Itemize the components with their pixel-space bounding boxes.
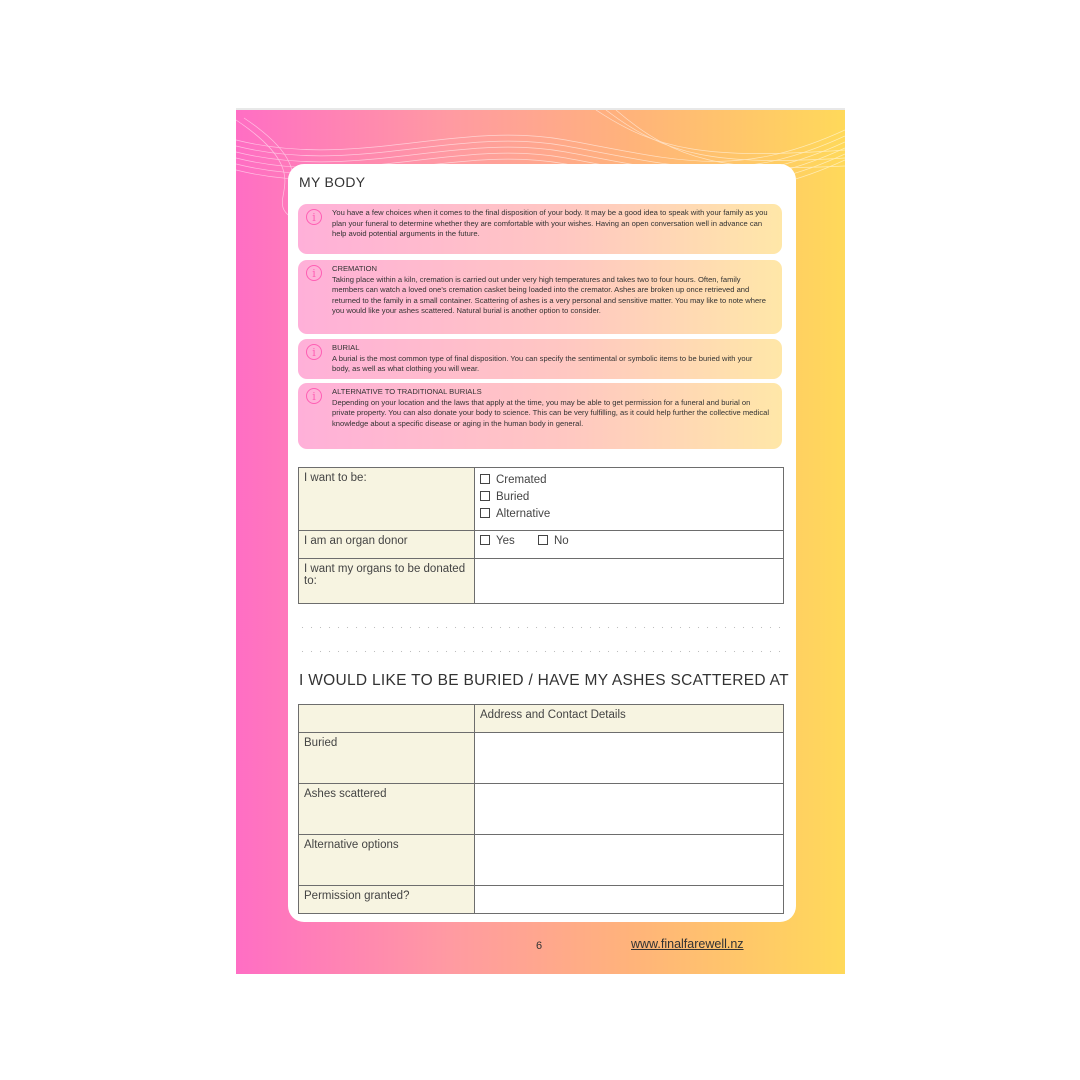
info-icon: i (306, 265, 322, 281)
checkbox[interactable] (480, 474, 490, 484)
table-row (299, 705, 784, 733)
want-label: I want to be: (299, 468, 475, 531)
burial-location-form (298, 704, 784, 914)
dotted-divider (298, 650, 784, 653)
buried-input[interactable] (475, 733, 784, 784)
info-text: You have a few choices when it comes to the final disposition of your body. It may be a good idea to speak with your family as you plan your funeral to determine whether they are comfortable with your wishes. Having an open conversation well in advance can help avoid potential arguments in the future. (332, 208, 768, 239)
organs-input[interactable] (475, 559, 784, 604)
header-empty (299, 705, 475, 733)
info-box-alternative (298, 383, 782, 449)
option-alternative[interactable]: Alternative (480, 506, 778, 523)
website-link[interactable]: www.finalfarewell.nz (631, 937, 744, 951)
info-heading: CREMATION (332, 264, 377, 273)
checkbox[interactable] (480, 508, 490, 518)
info-box-burial (298, 339, 782, 379)
option-buried[interactable]: Buried (480, 489, 778, 506)
option-yes[interactable]: Yes (480, 535, 515, 547)
table-row (299, 733, 784, 784)
ashes-input[interactable] (475, 784, 784, 835)
info-heading: ALTERNATIVE TO TRADITIONAL BURIALS (332, 387, 482, 396)
row-label: Alternative options (299, 835, 475, 886)
info-text: Depending on your location and the laws that apply at the time, you may be able to get permission for a funeral and burial on private property. You can also donate your body to science. This can be very fulfilling, as it could help further the collective medical knowledge about a specific disease or aging in the human body in general. (332, 397, 770, 428)
info-box-intro (298, 204, 782, 254)
table-row (299, 784, 784, 835)
organs-label: I want my organs to be donated to: (299, 559, 475, 604)
checkbox[interactable] (480, 491, 490, 501)
info-text: Taking place within a kiln, cremation is carried out under very high temperatures and takes two to four hours. Often, family members can watch a loved one's cremation casket being loaded into the cremator. Ashes are broken up once retrieved and returned to the family in a small container. Scattering of ashes is a very personal and sensitive matter. You may like to note where you would like your ashes scattered. Natural burial is another option to consider. (332, 274, 766, 316)
checkbox[interactable] (538, 535, 548, 545)
table-row (299, 835, 784, 886)
donor-options (475, 531, 784, 559)
checkbox[interactable] (480, 535, 490, 545)
document-page (236, 108, 845, 974)
option-cremated[interactable]: Cremated (480, 472, 778, 489)
table-row (299, 559, 784, 604)
table-row (299, 468, 784, 531)
alternative-input[interactable] (475, 835, 784, 886)
column-header: Address and Contact Details (475, 705, 784, 733)
permission-input[interactable] (475, 886, 784, 914)
table-row (299, 886, 784, 914)
content-card (288, 164, 796, 922)
page-title: MY BODY (299, 174, 366, 190)
info-heading: BURIAL (332, 343, 360, 352)
table-row (299, 531, 784, 559)
dotted-divider (298, 626, 784, 629)
row-label: Permission granted? (299, 886, 475, 914)
option-no[interactable]: No (538, 535, 569, 547)
want-options (475, 468, 784, 531)
info-icon: i (306, 209, 322, 225)
info-text: A burial is the most common type of final disposition. You can specify the sentimental or symbolic items to be buried with your body, as well as what clothing you will wear. (332, 353, 753, 374)
row-label: Ashes scattered (299, 784, 475, 835)
page-number: 6 (536, 940, 543, 952)
section-title-burial-location: I WOULD LIKE TO BE BURIED / HAVE MY ASHES SCATTERED AT (299, 672, 789, 689)
info-icon: i (306, 388, 322, 404)
disposition-form (298, 467, 784, 604)
info-icon: i (306, 344, 322, 360)
donor-label: I am an organ donor (299, 531, 475, 559)
info-box-cremation (298, 260, 782, 334)
row-label: Buried (299, 733, 475, 784)
